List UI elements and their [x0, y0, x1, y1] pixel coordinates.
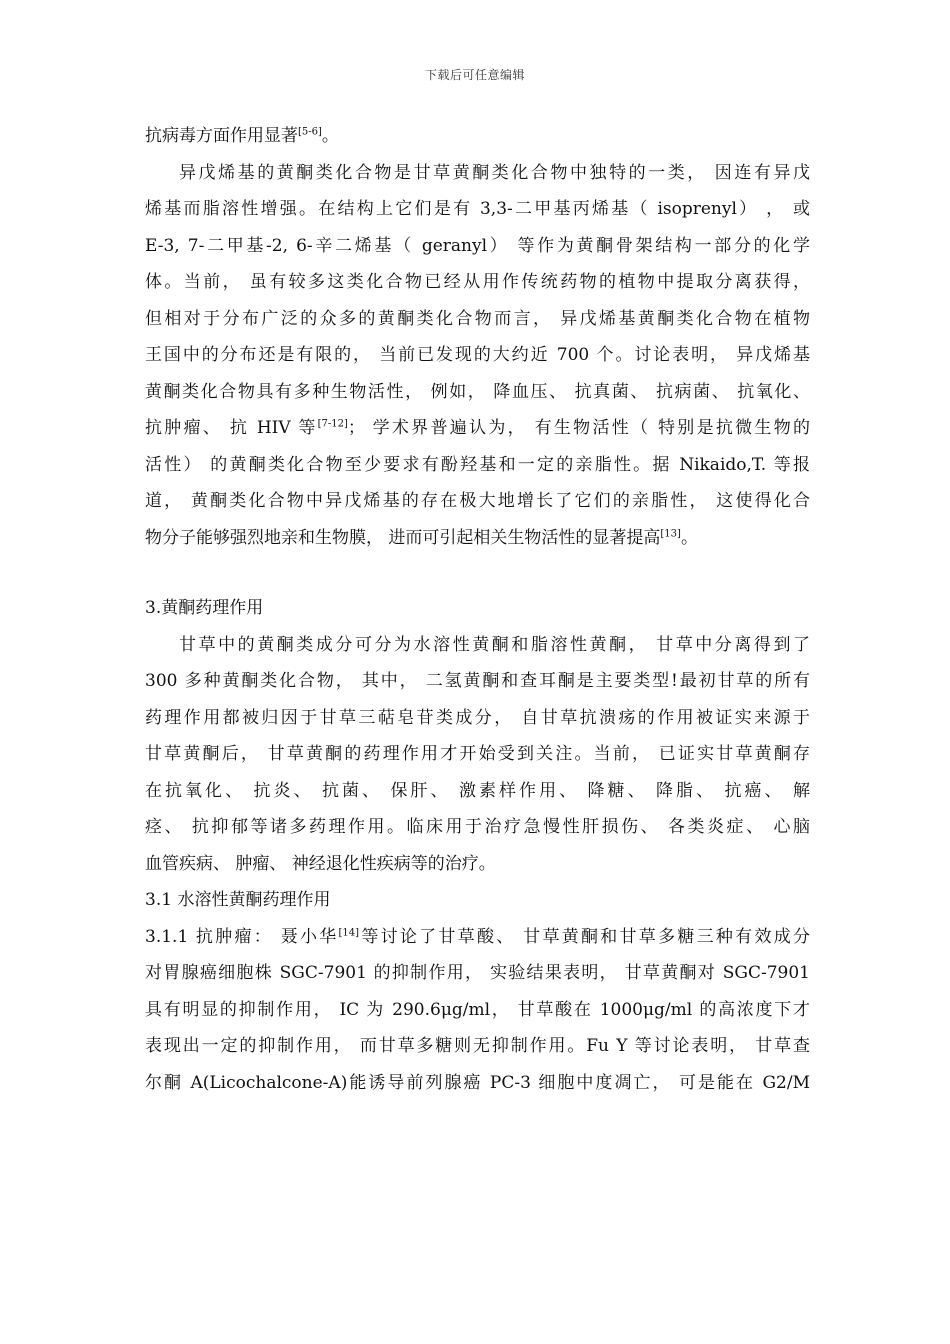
- line-text: 体。当前， 虽有较多这类化合物已经从用作传统药物的植物中提取分离获得，: [145, 272, 810, 292]
- line-text-after: 。: [321, 126, 339, 146]
- text-line: [145, 663, 810, 700]
- text-line: [145, 520, 810, 557]
- text-line: [145, 118, 810, 155]
- section-heading: [145, 882, 810, 919]
- text-line: [145, 410, 810, 447]
- text-line: [145, 846, 810, 883]
- line-text: 痉、 抗抑郁等诸多药理作用。临床用于治疗急慢性肝损伤、 各类炎症、 心脑: [145, 817, 810, 837]
- line-text-after: ； 学术界普遍认为， 有生物活性（ 特别是抗微生物的: [347, 418, 811, 438]
- line-text: 甘草黄酮后， 甘草黄酮的药理作用才开始受到关注。当前， 已证实甘草黄酮存: [145, 744, 810, 764]
- text-line: [145, 955, 810, 992]
- line-text: 甘草中的黄酮类成分可分为水溶性黄酮和脂溶性黄酮， 甘草中分离得到了: [179, 634, 810, 655]
- line-text-after: 等讨论了甘草酸、 甘草黄酮和甘草多糖三种有效成分: [359, 926, 810, 947]
- line-text: 尔酮 A(Licochalcone-A)能诱导前列腺癌 PC-3 细胞中度凋亡， 可是能在 G2/M: [145, 1072, 810, 1093]
- text-line: [145, 736, 810, 773]
- line-text: E-3, 7-二甲基-2, 6-辛二烯基（ geranyl） 等作为黄酮骨架结构一部分的化学: [145, 235, 810, 256]
- paragraph-gap: [145, 556, 810, 590]
- text-line: [145, 155, 810, 192]
- line-text: 药理作用都被归因于甘草三萜皂苷类成分， 自甘草抗溃疡的作用被证实来源于: [145, 707, 810, 728]
- line-text: 抗病毒方面作用显著: [145, 126, 298, 146]
- text-line: [145, 919, 810, 956]
- section-heading: [145, 590, 810, 627]
- line-text: 异戊烯基的黄酮类化合物是甘草黄酮类化合物中独特的一类， 因连有异戊: [179, 162, 810, 183]
- document-body: [145, 118, 810, 1101]
- line-text: 烯基而脂溶性增强。在结构上它们是有 3,3-二甲基丙烯基（ isoprenyl） ， 或: [145, 199, 810, 219]
- paragraph: [145, 627, 810, 883]
- line-text: 3.1 水溶性黄酮药理作用: [145, 890, 331, 910]
- line-text: 黄酮类化合物具有多种生物活性， 例如， 降血压、 抗真菌、 抗病菌、 抗氧化、: [145, 381, 810, 402]
- paragraph: [145, 155, 810, 557]
- line-text: 在抗氧化、 抗炎、 抗菌、 保肝、 激素样作用、 降糖、 降脂、 抗癌、 解: [145, 780, 810, 801]
- line-text: 抗肿瘤、 抗 HIV 等: [145, 418, 318, 438]
- line-text: 表现出一定的抑制作用， 而甘草多糖则无抑制作用。Fu Y 等讨论表明， 甘草查: [145, 1036, 810, 1056]
- line-text: 3.黄酮药理作用: [145, 598, 264, 618]
- line-text-after: 。: [680, 527, 698, 548]
- line-text: 道， 黄酮类化合物中异戊烯基的存在极大地增长了它们的亲脂性， 这使得化合: [145, 491, 810, 511]
- text-line: [145, 191, 810, 228]
- text-line: [145, 809, 810, 846]
- line-text: 但相对于分布广泛的众多的黄酮类化合物而言， 异戊烯基黄酮类化合物在植物: [145, 308, 810, 329]
- paragraph: [145, 882, 810, 919]
- line-text: 活性） 的黄酮类化合物至少要求有酚羟基和一定的亲脂性。据 Nikaido,T. 等报: [145, 454, 810, 475]
- text-line: [145, 374, 810, 411]
- paragraph: [145, 590, 810, 627]
- page-header: 下载后可任意编辑: [424, 68, 525, 82]
- paragraph: [145, 118, 810, 155]
- line-text: 300 多种黄酮类化合物， 其中， 二氢黄酮和查耳酮是主要类型!最初甘草的所有: [145, 671, 810, 691]
- text-line: [145, 1028, 810, 1065]
- text-line: [145, 228, 810, 265]
- line-text: 3.1.1 抗肿瘤： 聂小华: [145, 926, 339, 947]
- line-text: 物分子能够强烈地亲和生物膜， 进而可引起相关生物活性的显著提高: [145, 527, 661, 548]
- line-text: 对胃腺癌细胞株 SGC-7901 的抑制作用， 实验结果表明， 甘草黄酮对 SGC-7901: [145, 963, 810, 983]
- text-line: [145, 301, 810, 338]
- text-line: [145, 1065, 810, 1102]
- text-line: [145, 447, 810, 484]
- citation-ref: [7-12]: [317, 418, 348, 430]
- citation-ref: [14]: [338, 926, 360, 938]
- text-line: [145, 773, 810, 810]
- text-line: [145, 700, 810, 737]
- line-text: 具有明显的抑制作用， IC 为 290.6μg/ml， 甘草酸在 1000μg/ml 的高浓度下才: [145, 999, 810, 1020]
- text-line: [145, 992, 810, 1029]
- paragraph: [145, 919, 810, 1102]
- text-line: [145, 483, 810, 520]
- text-line: [145, 337, 810, 374]
- line-text: 血管疾病、 肿瘤、 神经退化性疾病等的治疗。: [145, 853, 496, 874]
- citation-ref: [13]: [660, 527, 681, 539]
- citation-ref: [5-6]: [298, 126, 322, 138]
- text-line: [145, 627, 810, 664]
- text-line: [145, 264, 810, 301]
- line-text: 王国中的分布还是有限的， 当前已发现的大约近 700 个。讨论表明， 异戊烯基: [145, 345, 810, 365]
